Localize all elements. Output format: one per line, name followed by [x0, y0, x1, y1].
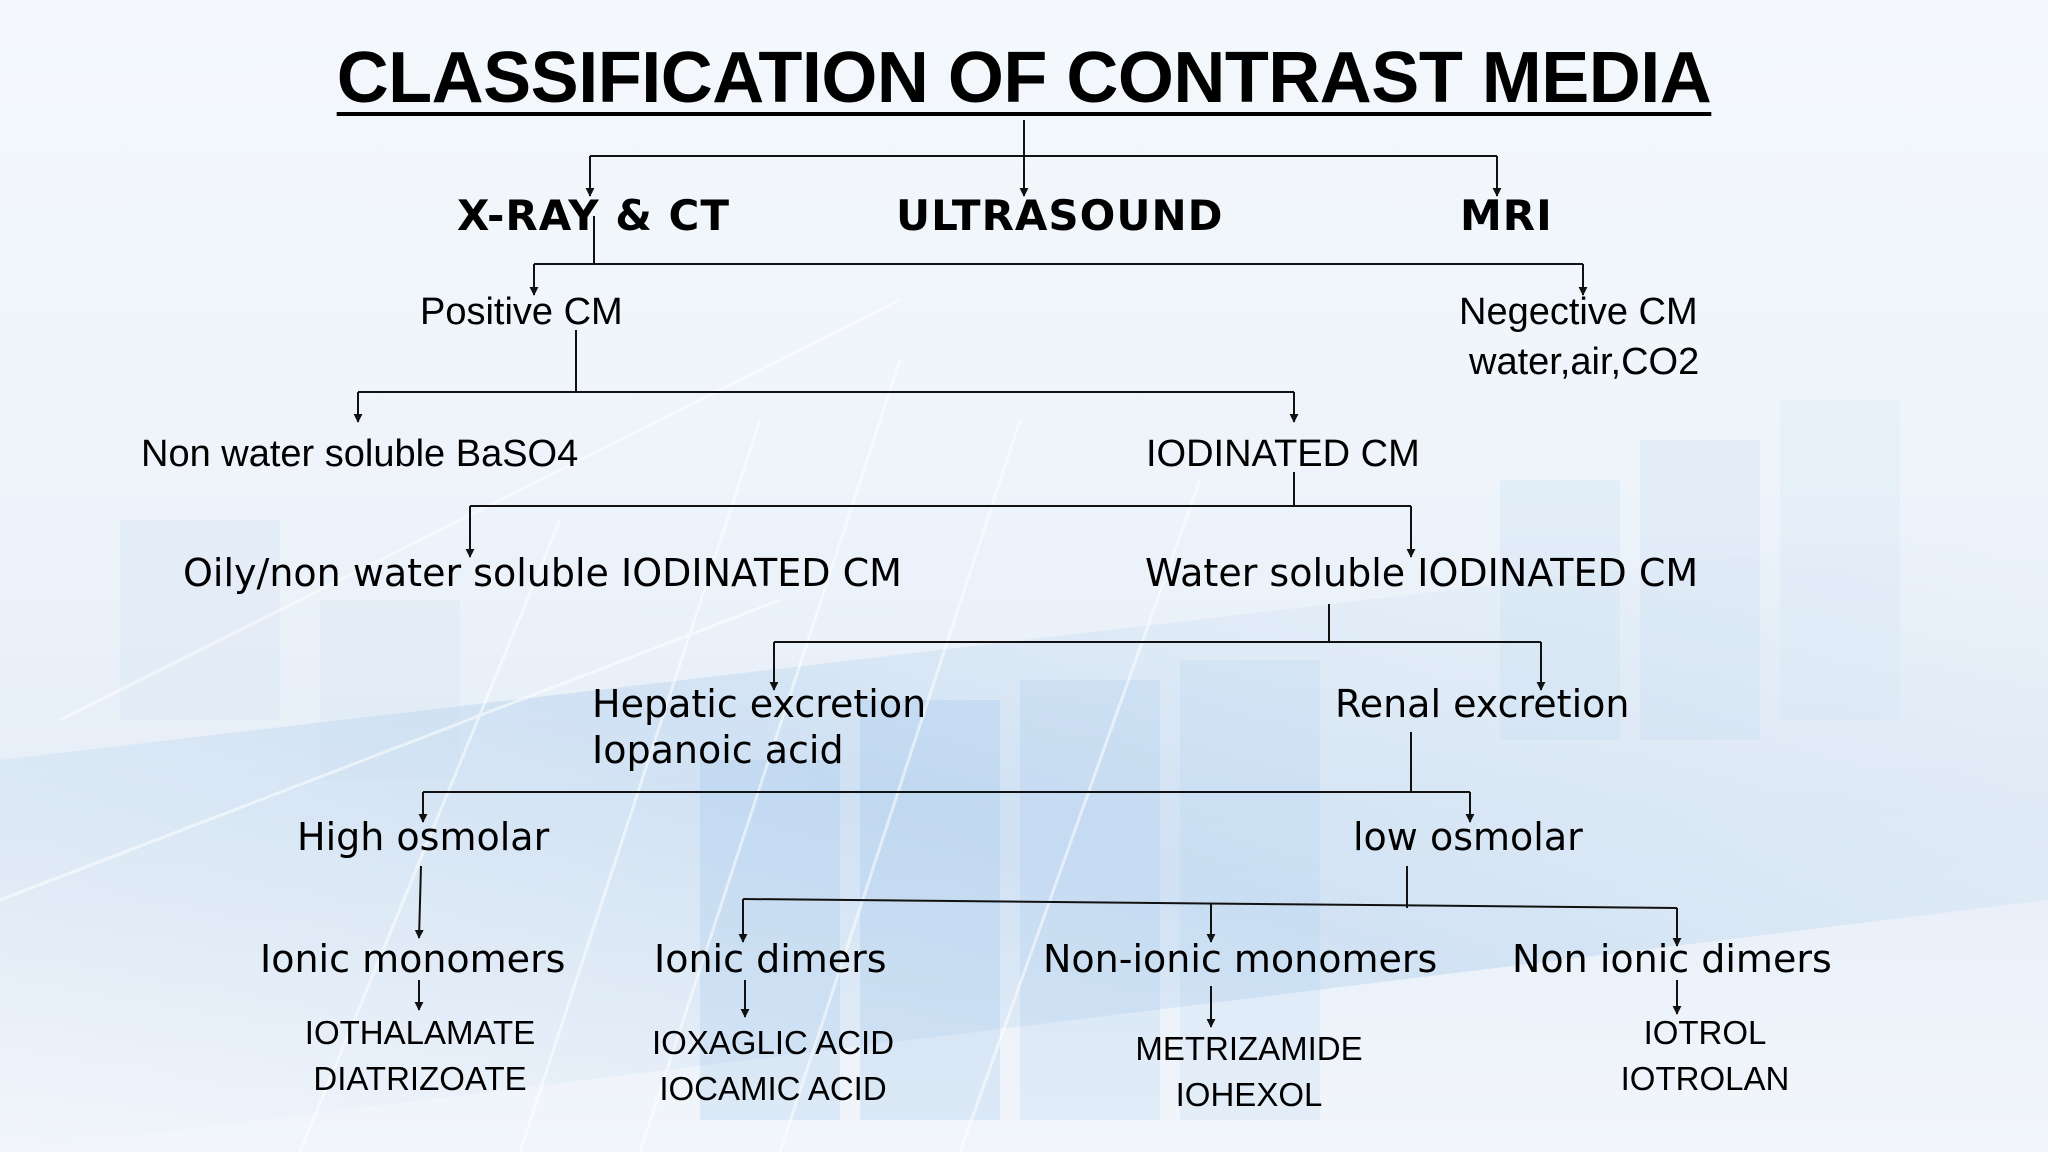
iodinated-cm-node: IODINATED CM — [1146, 433, 1420, 475]
nonionic-monomers-examples — [1089, 1026, 1409, 1117]
example-iotrol: IOTROL — [1643, 1014, 1767, 1051]
example-diatrizoate: DIATRIZOATE — [313, 1059, 527, 1097]
modality-mri: MRI — [1460, 191, 1553, 240]
ionic-monomers-examples — [260, 1010, 580, 1101]
example-iohexol: IOHEXOL — [1175, 1075, 1323, 1113]
water-soluble-iodinated-node: Water soluble IODINATED CM — [1145, 551, 1699, 595]
nonionic-dimers-examples — [1545, 1010, 1865, 1101]
nonionic-dimers-node: Non ionic dimers — [1512, 937, 1832, 981]
hepatic-excretion-example: Iopanoic acid — [592, 728, 844, 772]
negative-cm-node: Negective CM — [1459, 291, 1698, 333]
example-metrizamide: METRIZAMIDE — [1135, 1030, 1363, 1067]
hepatic-excretion-node: Hepatic excretion — [592, 682, 927, 726]
oily-iodinated-node: Oily/non water soluble IODINATED CM — [183, 551, 902, 595]
renal-excretion-node: Renal excretion — [1335, 682, 1630, 726]
modality-ultrasound: ULTRASOUND — [896, 191, 1224, 240]
non-water-soluble-node: Non water soluble BaSO4 — [141, 433, 579, 475]
high-osmolar-node: High osmolar — [297, 815, 550, 859]
page-title: CLASSIFICATION OF CONTRAST MEDIA — [336, 38, 1712, 118]
nonionic-monomers-node: Non-ionic monomers — [1043, 937, 1438, 981]
example-iothalamate: IOTHALAMATE — [304, 1014, 536, 1051]
low-osmolar-node: low osmolar — [1353, 815, 1583, 859]
example-iotrolan: IOTROLAN — [1620, 1059, 1790, 1097]
example-ioxaglic-acid: IOXAGLIC ACID — [651, 1024, 895, 1061]
ionic-monomers-node: Ionic monomers — [260, 937, 566, 981]
modality-xray-ct: X-RAY & CT — [457, 191, 730, 240]
positive-cm-node: Positive CM — [420, 291, 623, 333]
negative-cm-examples: water,air,CO2 — [1469, 341, 1700, 383]
example-iocamic-acid: IOCAMIC ACID — [659, 1069, 887, 1107]
ionic-dimers-node: Ionic dimers — [654, 937, 887, 981]
ionic-dimers-examples — [613, 1020, 933, 1111]
